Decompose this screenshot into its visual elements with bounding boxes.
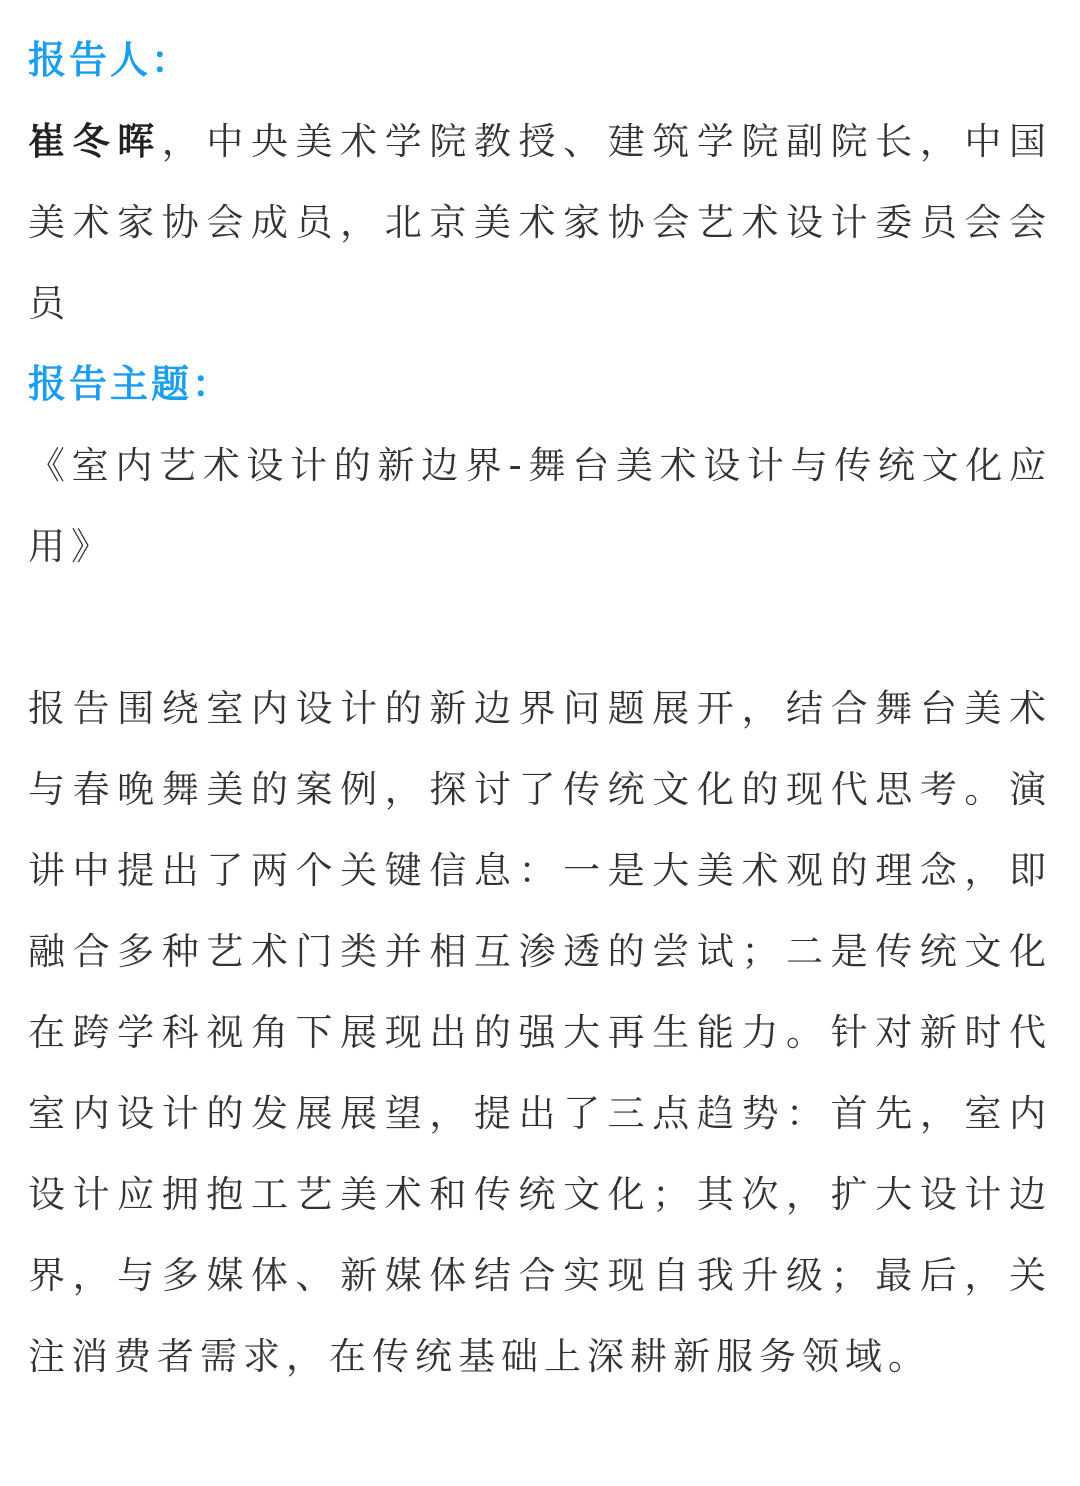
speaker-name: 崔冬晖 (28, 120, 162, 163)
paragraph-spacer (28, 587, 1052, 668)
summary-paragraph: 报告围绕室内设计的新边界问题展开，结合舞台美术与春晚舞美的案例，探讨了传统文化的现代思考。演讲中提出了两个关键信息：一是大美术观的理念，即融合多种艺术门类并相互渗透的尝试；二是传统文化在跨学科视角下展现出的强大再生能力。针对新时代室内设计的发展展望，提出了三点趋势：首先，室内设计应拥抱工艺美术和传统文化；其次，扩大设计边界，与多媒体、新媒体结合实现自我升级；最后，关注消费者需求，在传统基础上深耕新服务领域。 (28, 687, 1052, 1378)
topic-heading: 报告主题： (28, 362, 234, 406)
speaker-bio-text: ，中央美术学院教授、建筑学院副院长，中国美术家协会成员，北京美术家协会艺术设计委员会会员 (28, 120, 1053, 325)
speaker-heading: 报告人： (28, 38, 193, 82)
topic-title: 《室内艺术设计的新边界-舞台美术设计与传统文化应用》 (28, 444, 1052, 568)
speaker-bio (28, 101, 1052, 344)
